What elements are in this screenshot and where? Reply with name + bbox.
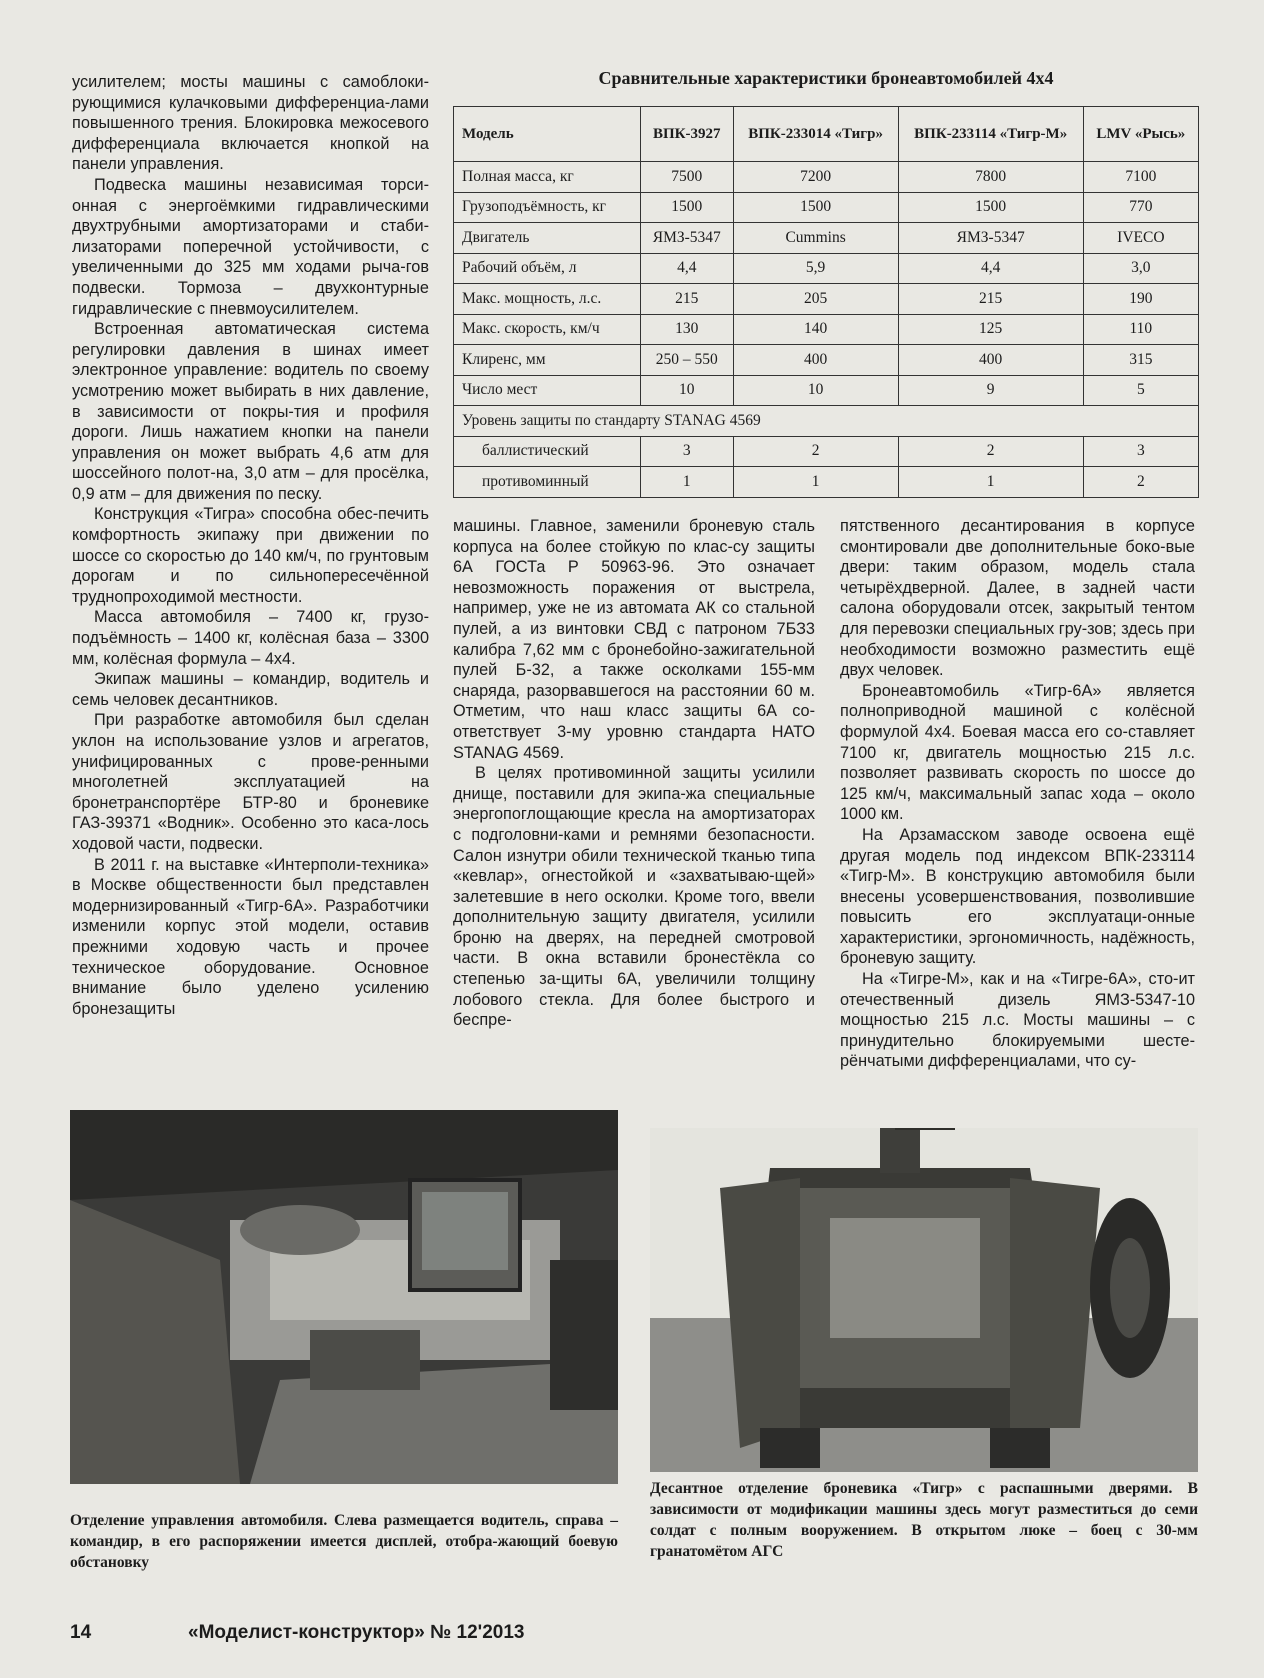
table-row (454, 375, 1199, 406)
caption-right: Десантное отделение броневика «Тигр» с распашными дверями. В зависимости от модификации машины здесь могут разместиться до семи солдат с полным вооружением. В открытом люке – боец с 30-мм гранатомётом АГС (650, 1480, 1198, 1560)
table-cell: 400 (733, 345, 898, 376)
table-cell: 190 (1083, 284, 1198, 315)
table-row (454, 284, 1199, 315)
table-cell: Cummins (733, 223, 898, 254)
row-label: баллистический (454, 436, 641, 467)
table-cell: 205 (733, 284, 898, 315)
table-row (454, 345, 1199, 376)
table-row (454, 192, 1199, 223)
table-cell: 4,4 (641, 253, 734, 284)
paragraph: При разработке автомобиля был сделан уклон на использование узлов и агрегатов, унифицированных с прове-ренными многолетней эксплуатацией на бронетранспортёре БТР-80 и броневике ГАЗ-39371 «Водник». Особенно это каса-лось ходовой части, подвески. (72, 711, 429, 853)
table-row (454, 223, 1199, 254)
paragraph: Масса автомобиля – 7400 кг, грузо-подъёмность – 1400 кг, колёсная база – 3300 мм, колёсная формула – 4x4. (72, 608, 429, 668)
table-cell: 400 (898, 345, 1083, 376)
table-cell: 7500 (641, 162, 734, 193)
table-cell: 7100 (1083, 162, 1198, 193)
table-cell: 1500 (898, 192, 1083, 223)
table-title: Сравнительные характеристики бронеавтомобилей 4x4 (598, 68, 1054, 88)
row-label: Макс. скорость, км/ч (454, 314, 641, 345)
table-cell: 130 (641, 314, 734, 345)
table-cell: 125 (898, 314, 1083, 345)
article-column-2 (453, 516, 815, 1031)
row-label: Клиренс, мм (454, 345, 641, 376)
row-label: Полная масса, кг (454, 162, 641, 193)
header-col: ВПК-233014 «Тигр» (733, 107, 898, 162)
paragraph: На Арзамасском заводе освоена ещё другая модель под индексом ВПК-233114 «Тигр-М». В конструкцию автомобиля были внесены усовершенствования, позволившие повысить его эксплуатаци-онные характеристики, эргономичность, надёжность, броневую защиту. (840, 825, 1195, 968)
table-cell: 140 (733, 314, 898, 345)
paragraph: пятственного десантирования в корпусе смонтировали две дополнительные боко-вые двери: таким образом, модель стала четырёхдверной. Далее, в задней части салона оборудовали отсек, закрытый тентом для перевозки специальных гру-зов; здесь при необходимости возможно разместить ещё двух человек. (840, 517, 1195, 680)
table-cell: 3 (641, 436, 734, 467)
table-header-row (454, 107, 1199, 162)
photo-driver-compartment-image (70, 1110, 618, 1484)
row-label: Макс. мощность, л.с. (454, 284, 641, 315)
table-cell: 3,0 (1083, 253, 1198, 284)
photo-troop-compartment (650, 1128, 1198, 1472)
table-cell: 5,9 (733, 253, 898, 284)
protection-header: Уровень защиты по стандарту STANAG 4569 (454, 406, 1199, 437)
paragraph: машины. Главное, заменили броневую сталь корпуса на более стойкую по клас-су защиты 6А ГОСТа Р 50963-96. Это означает невозможность поражения от выстрела, например, уже не из автомата АК со стальной пулей, а из винтовки СВД с патроном 7БЗ3 калибра 7,62 мм с бронебойно-зажигательной пулей Б-32, а также осколками 155-мм снаряда, разорвавшегося на расстоянии 60 м. Отметим, что наш класс защиты 6А со-ответствует 3-му уровню стандарта НАТО STANAG 4569. (453, 517, 815, 762)
table-row (454, 436, 1199, 467)
table-cell: 5 (1083, 375, 1198, 406)
table-cell: 2 (733, 436, 898, 467)
table-cell: 215 (898, 284, 1083, 315)
paragraph: Конструкция «Тигра» способна обес-печить комфортность экипажу при движении по шоссе со скоростью до 140 км/ч, по грунтовым дорогам и по сильнопересечённой труднопроходимой местности. (72, 505, 429, 606)
row-label: Число мест (454, 375, 641, 406)
page-number: 14 (70, 1622, 92, 1643)
magazine-title: «Моделист-конструктор» № 12'2013 (188, 1622, 525, 1643)
table-cell: 1500 (733, 192, 898, 223)
table-row (454, 253, 1199, 284)
article-column-3 (840, 516, 1195, 1072)
table-cell: IVECO (1083, 223, 1198, 254)
table-cell: 110 (1083, 314, 1198, 345)
table-row (454, 467, 1199, 498)
table-cell: 7800 (898, 162, 1083, 193)
table-cell: 2 (1083, 467, 1198, 498)
header-col: ВПК-3927 (641, 107, 734, 162)
table-row (454, 406, 1199, 437)
paragraph: В 2011 г. на выставке «Интерполи-техника» в Москве общественности был представлен модернизированный «Тигр-6А». Разработчики изменили корпус этой модели, оставив прежними ходовую часть и прочее техническое оборудование. Основное внимание было уделено усилению бронезащиты (72, 855, 429, 1018)
table-cell: 9 (898, 375, 1083, 406)
table-row (454, 314, 1199, 345)
table-cell: 2 (898, 436, 1083, 467)
paragraph: В целях противоминной защиты усилили днище, поставили для экипа-жа специальные энергопоглощающие кресла на амортизаторах с подголовни-ками и ремнями безопасности. Салон изнутри обили технической тканью типа «кевлар», огнестойкой и «захватываю-щей» залетевшие в него осколки. Кроме того, ввели дополнительную защиту двигателя, усилили броню на дверях, на передней смотровой части. В окна вставили бронестёкла со степенью за-щиты 6А, увеличили толщину лобового стекла. Для более быстрого и беспре- (453, 764, 815, 1030)
table-cell: 1 (641, 467, 734, 498)
table-cell: 1 (733, 467, 898, 498)
table-cell: 1500 (641, 192, 734, 223)
paragraph: Экипаж машины – командир, водитель и семь человек десантников. (72, 670, 429, 709)
table-cell: 10 (641, 375, 734, 406)
table-row (454, 162, 1199, 193)
comparison-table (453, 106, 1199, 498)
paragraph: Встроенная автоматическая система регулировки давления в шинах имеет электронное управление: водитель по своему усмотрению может выбирать в них давление, в зависимости от покры-тия и профиля дороги. Лишь нажатием кнопки на панели управления он может выбрать 4,6 атм для шоссейного полот-на, 3,0 атм – для просёлка, 0,9 атм – для движения по песку. (72, 320, 429, 503)
photo-troop-compartment-image (650, 1128, 1198, 1472)
row-label: Рабочий объём, л (454, 253, 641, 284)
header-model: Модель (454, 107, 641, 162)
table-cell: ЯМЗ-5347 (898, 223, 1083, 254)
caption-left: Отделение управления автомобиля. Слева размещается водитель, справа – командир, в его распоряжении имеется дисплей, отобра-жающий боевую обстановку (70, 1512, 618, 1571)
article-column-1 (72, 72, 429, 1019)
row-label: Двигатель (454, 223, 641, 254)
photo-driver-compartment (70, 1110, 618, 1484)
paragraph: На «Тигре-М», как и на «Тигре-6А», сто-ит отечественный дизель ЯМЗ-5347-10 мощностью 215 л.с. Мосты машины – с принудительно блокируемыми шесте-рёнчатыми дифференциалами, что су- (840, 970, 1195, 1071)
table-cell: 7200 (733, 162, 898, 193)
table-cell: ЯМЗ-5347 (641, 223, 734, 254)
table-cell: 770 (1083, 192, 1198, 223)
table-cell: 10 (733, 375, 898, 406)
paragraph: Бронеавтомобиль «Тигр-6А» является полноприводной машиной с колёсной формулой 4x4. Боевая масса его со-ставляет 7100 кг, двигатель мощностью 215 л.с. позволяет развивать скорость по шоссе до 125 км/ч, максимальный запас хода – около 1000 км. (840, 681, 1195, 824)
table-cell: 3 (1083, 436, 1198, 467)
table-cell: 215 (641, 284, 734, 315)
header-col: ВПК-233114 «Тигр-М» (898, 107, 1083, 162)
row-label: Грузоподъёмность, кг (454, 192, 641, 223)
table-cell: 315 (1083, 345, 1198, 376)
paragraph: Подвеска машины независимая торси-онная с энергоёмкими гидравлическими двухтрубными амортизаторами и стаби-лизаторами поперечной устойчивости, с увеличенными до 325 мм ходами рыча-гов подвески. Тормоза – двухконтурные гидравлические с пневмоусилителем. (72, 175, 429, 318)
row-label: противоминный (454, 467, 641, 498)
table-cell: 250 – 550 (641, 345, 734, 376)
paragraph: усилителем; мосты машины с самоблоки-рующимися кулачковыми дифференциа-лами повышенного трения. Блокировка межосевого дифференциала включается кнопкой на панели управления. (72, 73, 429, 174)
table-cell: 4,4 (898, 253, 1083, 284)
table-cell: 1 (898, 467, 1083, 498)
header-col: LMV «Рысь» (1083, 107, 1198, 162)
